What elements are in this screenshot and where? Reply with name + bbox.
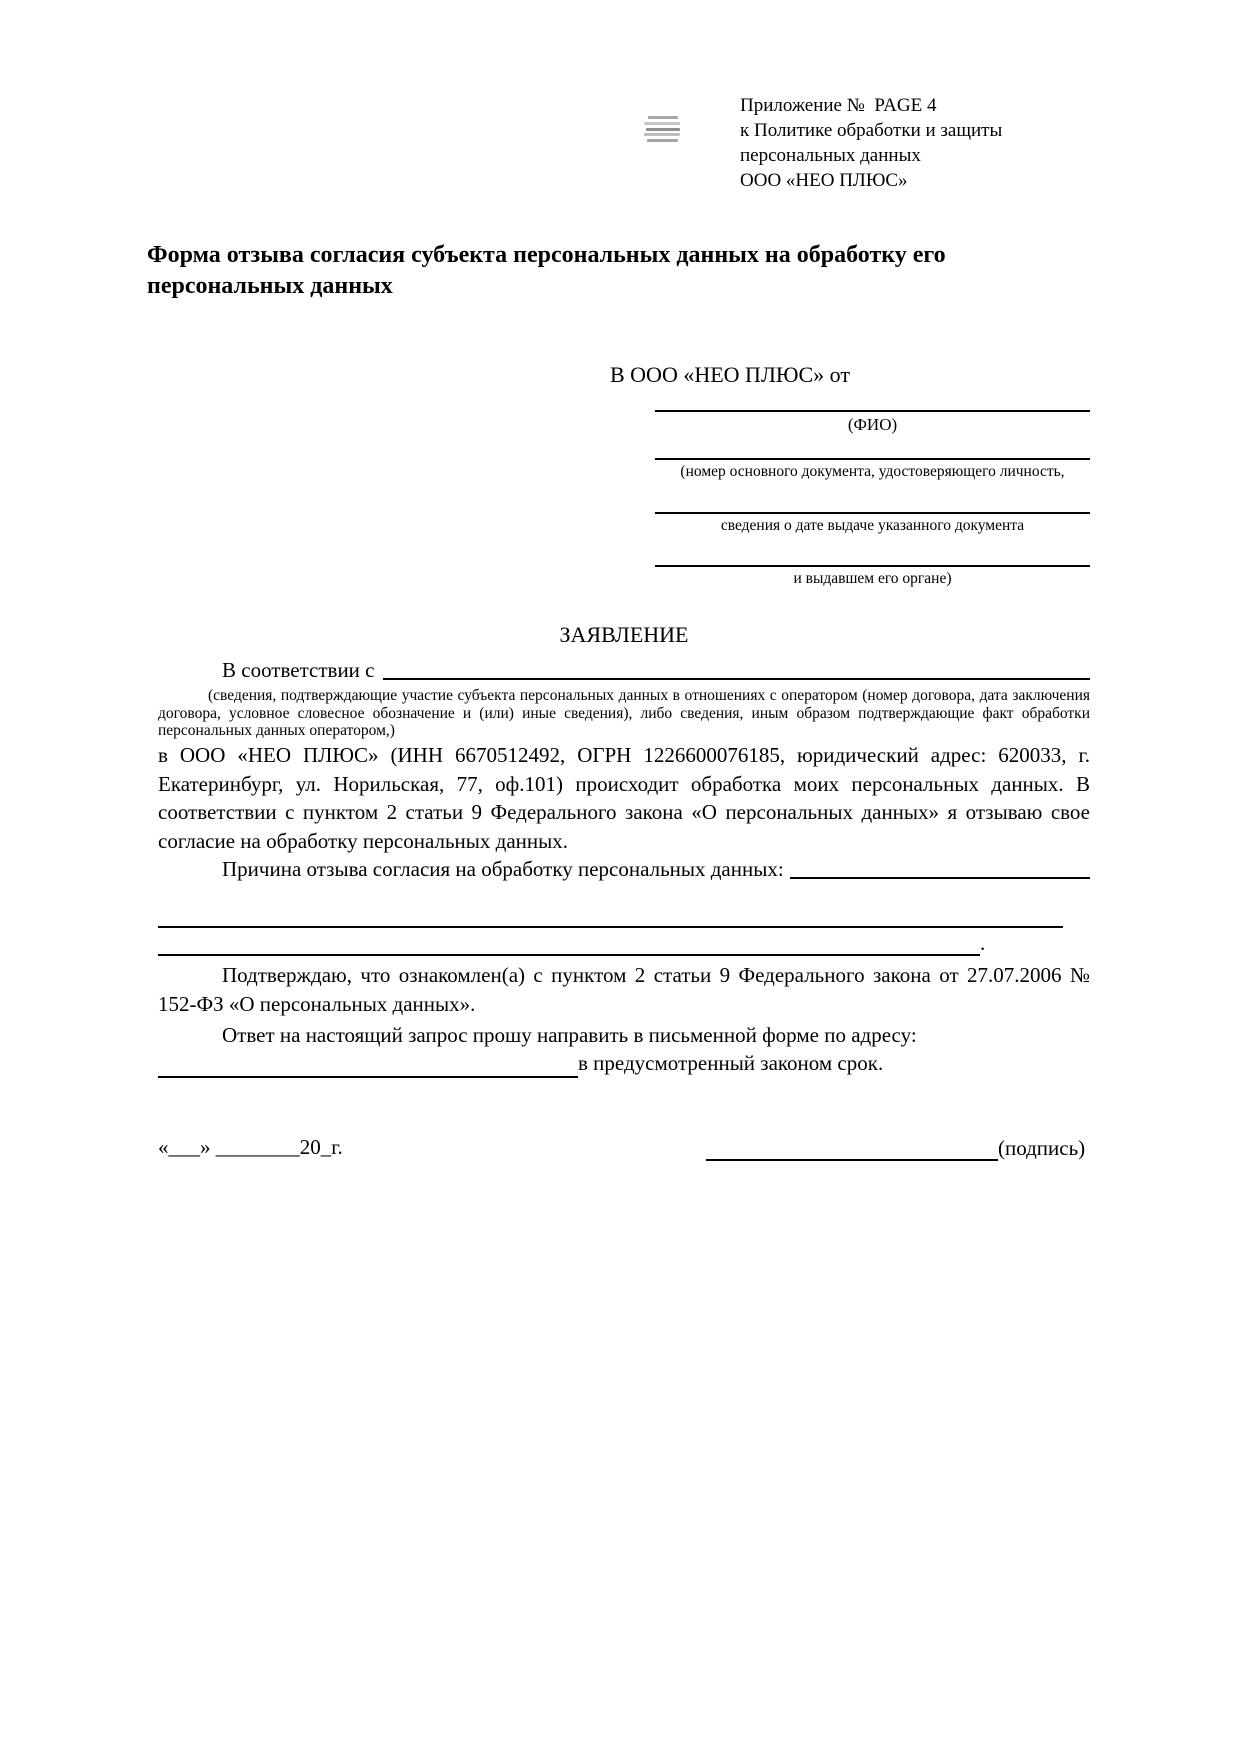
field-caption: и выдавшем его органе) (793, 570, 952, 587)
statement-heading: ЗАЯВЛЕНИЕ (559, 622, 689, 647)
reply-suffix: в предусмотренный законом срок. (578, 1051, 884, 1075)
fill-in-line (158, 1050, 578, 1078)
fill-in-line (790, 877, 1090, 879)
date-template: «___» ________20_г. (158, 1135, 343, 1159)
appendix-line: Приложение № PAGE 4 (740, 95, 937, 116)
intro-row (158, 656, 1090, 684)
intro-prefix: В соответствии с (222, 658, 375, 682)
confirmation-paragraph: Подтверждаю, что ознакомлен(а) с пунктом 2 статьи 9 Федерального закона от 27.07.2006 № 152-ФЗ «О персональных данных». (158, 963, 1090, 1016)
intro-footnote: (сведения, подтверждающие участие субъекта персональных данных в отношениях с оператором (номер договора, дата заключения договора, условное словесное обозначение и (или) иные сведения), либо сведения, иным образом подтверждающие факт обработки персональных данных оператором,) (158, 687, 1090, 739)
addressee-line: В ООО «НЕО ПЛЮС» от (610, 362, 850, 387)
signature-row (706, 1135, 1085, 1161)
appendix-line: персональных данных (740, 145, 921, 166)
signature-line (706, 1135, 998, 1161)
fill-in-line (655, 380, 1090, 412)
field-caption: (номер основного документа, удостоверяющего личность, (680, 463, 1065, 480)
reply-address-row (158, 1049, 1090, 1078)
reason-row (158, 855, 1090, 883)
field-code-artifact-icon (644, 116, 682, 142)
fill-in-line (655, 428, 1090, 460)
fill-in-line (383, 678, 1091, 680)
appendix-line: к Политике обработки и защиты (740, 120, 1003, 141)
field-fio (655, 380, 1090, 435)
field-caption: сведения о дате выдаче указанного документа (720, 517, 1025, 534)
fill-in-line (655, 482, 1090, 514)
statement-body: в ООО «НЕО ПЛЮС» (ИНН 6670512492, ОГРН 1226600076185, юридический адрес: 620033, г. Екатеринбург, ул. Норильская, 77, оф.101) происходит обработка моих персональных данных. В соответствии с пунктом 2 статьи 9 Федерального закона «О персональных данных» я отзываю свое согласие на обработку персональных данных. (158, 743, 1090, 853)
field-issue-date (655, 482, 1090, 535)
reason-label: Причина отзыва согласия на обработку персональных данных: (222, 857, 784, 881)
fill-in-line (158, 898, 1063, 928)
page-title: Форма отзыва согласия субъекта персональных данных на обработку его персональных данных (147, 242, 946, 299)
fill-in-line (655, 535, 1090, 567)
line-period: . (980, 931, 986, 955)
field-document-number (655, 428, 1090, 481)
field-caption: (ФИО) (847, 415, 898, 434)
fill-in-line (158, 928, 980, 956)
reply-paragraph: Ответ на настоящий запрос прошу направить в письменной форме по адресу: (222, 1023, 917, 1047)
field-issuing-authority (655, 535, 1090, 588)
appendix-line: ООО «НЕО ПЛЮС» (740, 170, 908, 191)
fill-in-line-row (158, 928, 1090, 956)
appendix-block (740, 93, 1050, 193)
signature-caption: (подпись) (998, 1136, 1086, 1160)
